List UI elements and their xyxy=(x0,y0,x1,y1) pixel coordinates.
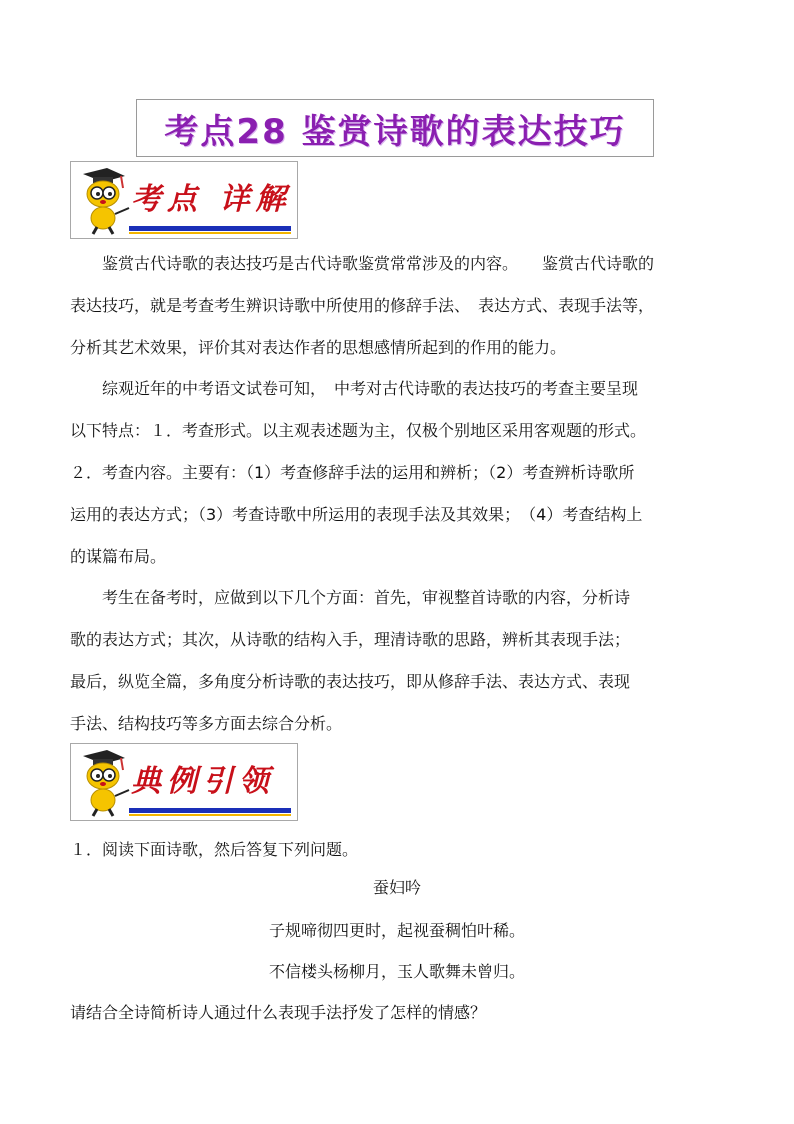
paragraph-1 xyxy=(70,243,720,369)
paragraph-line: 综观近年的中考语文试卷可知， 中考对古代诗歌的表达技巧的考查主要呈现 xyxy=(70,379,639,398)
banner-underline xyxy=(129,808,291,813)
paragraph-2 xyxy=(70,368,720,578)
paragraph-line: 最后，纵览全篇，多角度分析诗歌的表达技巧，即从修辞手法、表达方式、表现 xyxy=(70,672,631,691)
question-prompt xyxy=(70,992,720,1034)
paragraph-line: 歌的表达方式；其次，从诗歌的结构入手，理清诗歌的思路，辨析其表现手法； xyxy=(70,630,631,649)
paragraph-line: ２．考查内容。主要有：（1）考查修辞手法的运用和辨析；（2）考查辨析诗歌所 xyxy=(70,463,635,482)
paragraph-line: 鉴赏古代诗歌的表达技巧是古代诗歌鉴赏常常涉及的内容。 鉴赏古代诗歌的 xyxy=(70,254,655,273)
mascot-icon xyxy=(73,746,131,818)
page-title: 考点28 鉴赏诗歌的表达技巧 xyxy=(164,111,626,152)
paragraph-3 xyxy=(70,577,720,745)
question-text xyxy=(70,829,720,871)
prompt-line: 请结合全诗简析诗人通过什么表现手法抒发了怎样的情感？ xyxy=(70,1003,487,1022)
paragraph-line: 考生在备考时，应做到以下几个方面：首先，审视整首诗歌的内容，分析诗 xyxy=(70,588,631,607)
paragraph-line: 表达技巧，就是考查考生辨识诗歌中所使用的修辞手法、 表达方式、表现手法等， xyxy=(70,296,655,315)
question-line: １．阅读下面诗歌，然后答复下列问题。 xyxy=(70,840,359,859)
banner-underline xyxy=(129,226,291,231)
banner-underline-accent xyxy=(129,232,291,234)
banner-label-examples: 典例引领 xyxy=(131,764,275,799)
banner-underline-accent xyxy=(129,814,291,816)
paragraph-line: 分析其艺术效果，评价其对表达作者的思想感情所起到的作用的能力。 xyxy=(70,338,567,357)
paragraph-line: 手法、结构技巧等多方面去综合分析。 xyxy=(70,714,343,733)
section-banner-examples xyxy=(70,743,298,821)
mascot-icon xyxy=(73,164,131,236)
banner-label-detail: 考点 详解 xyxy=(131,182,292,217)
title-box xyxy=(136,99,654,157)
section-banner-detail xyxy=(70,161,298,239)
poem-title: 蚕妇吟 xyxy=(372,878,421,897)
paragraph-line: 运用的表达方式；（3）考查诗歌中所运用的表现手法及其效果； （4）考查结构上 xyxy=(70,505,643,524)
poem-line: 不信楼头杨柳月，玉人歌舞未曾归。 xyxy=(268,962,525,981)
paragraph-line: 的谋篇布局。 xyxy=(70,547,167,566)
paragraph-line: 以下特点：１．考查形式。以主观表述题为主，仅极个别地区采用客观题的形式。 xyxy=(70,421,647,440)
poem-line: 子规啼彻四更时，起视蚕稠怕叶稀。 xyxy=(268,921,525,940)
